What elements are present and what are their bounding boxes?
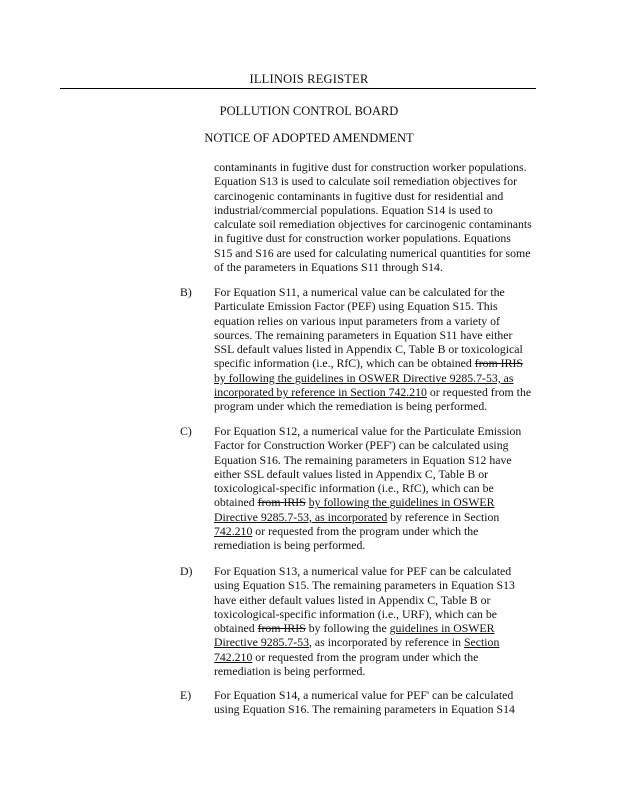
underlined-text: Directive 9285.7-53, as incorporated [214,509,388,524]
text-line [214,356,548,370]
underlined-text: 742.210 [214,524,253,539]
text-line: toxicological-specific information (i.e., URF), which can be [214,606,498,621]
text-line: For Equation S12, a numerical value for the Particulate Emission [214,424,522,438]
text-line [214,621,548,635]
text-line [214,524,548,538]
text-line [214,385,548,399]
underlined-text: Directive 9285.7-53 [214,635,310,650]
text-line: Equation S16. The remaining parameters in Equation S12 have [214,452,512,467]
register-title: ILLINOIS REGISTER [249,72,369,86]
text-line: SSL default values listed in Appendix C, Table B or toxicological [214,342,523,357]
text-line: in fugitive dust for construction worker populations. Equations [214,231,511,246]
text-line: using Equation S15. The remaining parameters in Equation S13 [214,578,515,593]
text-line: S15 and S16 are used for calculating numerical quantities for some [214,245,531,260]
underlined-text: incorporated by reference in Section 742.210 [214,385,427,400]
item-label-d: D) [180,564,193,578]
underlined-text: by following the guidelines in OSWER [308,495,495,510]
underlined-line: by following the guidelines in OSWER Directive 9285.7-53, as [214,370,514,385]
text-line: equation relies on various input parameters from a variety of [214,313,500,328]
text-line [214,510,548,524]
text-line [214,635,548,649]
text-line: calculate soil remediation objectives for carcinogenic contaminants [214,217,532,232]
text-line: toxicological-specific information (i.e., RfC), which can be [214,481,494,496]
text-line: program under which the remediation is being performed. [214,399,488,414]
text-line: For Equation S14, a numerical value for PEF' can be calculated [214,688,514,702]
text-line: remediation is being performed. [214,664,366,679]
text-line [214,650,548,664]
item-label-e: E) [180,688,192,702]
item-paragraph-d [214,564,548,678]
text-line [214,495,548,509]
item-label-c: C) [180,424,192,438]
text-line: Factor for Construction Worker (PEF') can be calculated using [214,438,509,453]
text-fragment: by following the [308,621,387,636]
text-line: For Equation S13, a numerical value for PEF can be calculated [214,564,512,578]
text-line: remediation is being performed. [214,538,366,553]
text-fragment: obtained [214,621,255,636]
intro-paragraph [214,160,548,274]
text-line: using Equation S16. The remaining parameters in Equation S14 [214,702,515,717]
item-label-b: B) [180,285,192,299]
underlined-text: Section [463,635,500,650]
item-paragraph-c [214,424,548,553]
struck-text: from IRIS [257,495,306,510]
text-line: have either default values listed in Appendix C, Table B or [214,592,491,607]
item-paragraph-e [214,688,548,717]
board-title: POLLUTION CONTROL BOARD [219,104,399,118]
text-line: Particulate Emission Factor (PEF) using Equation S15. This [214,299,498,314]
text-line: carcinogenic contaminants in fugitive dust for residential and [214,188,504,203]
text-fragment: by reference in Section [390,509,500,524]
header-divider [60,88,536,89]
text-fragment: or requested from the program under which the [255,524,479,539]
text-fragment: specific information (i.e., RfC), which can be obtained [214,356,472,371]
text-line: of the parameters in Equations S11 through S14. [214,260,443,275]
text-fragment: or requested from the program under which the [255,649,479,664]
notice-title: NOTICE OF ADOPTED AMENDMENT [204,131,414,145]
struck-text: from IRIS [474,356,523,371]
text-line: industrial/commercial populations. Equation S14 is used to [214,202,493,217]
text-fragment: or requested from the [429,385,532,400]
underlined-text: 742.210 [214,649,253,664]
text-line: For Equation S11, a numerical value can be calculated for the [214,285,505,299]
text-line: Equation S13 is used to calculate soil remediation objectives for [214,174,518,189]
text-fragment: , as incorporated by reference in [309,635,461,650]
text-fragment: obtained [214,495,255,510]
underlined-text: guidelines in OSWER [389,621,495,636]
text-line: either SSL default values listed in Appendix C, Table B or [214,466,489,481]
item-paragraph-b [214,285,548,414]
struck-text: from IRIS [257,621,306,636]
text-line: sources. The remaining parameters in Equation S11 have either [214,327,513,342]
text-line: contaminants in fugitive dust for construction worker populations. [214,160,527,174]
